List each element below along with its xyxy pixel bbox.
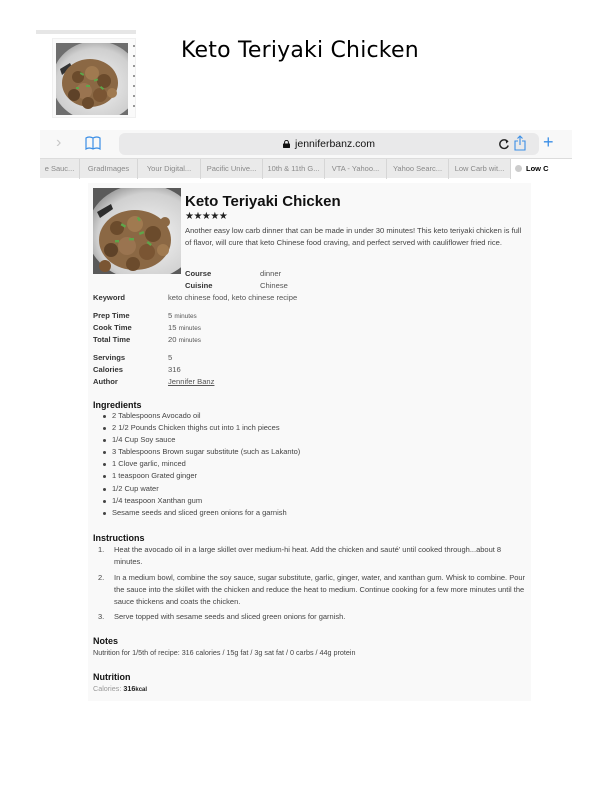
nutrition-calories-value: 316 — [123, 684, 136, 693]
document-title: Keto Teriyaki Chicken — [181, 38, 419, 63]
ingredients-heading: Ingredients — [93, 400, 142, 410]
total-time-value: 20 — [168, 335, 177, 344]
share-icon[interactable] — [514, 135, 526, 151]
top-divider — [36, 30, 136, 34]
tab-label: Pacific Unive... — [206, 164, 257, 173]
ingredient-item: 1/2 Cup water — [101, 483, 300, 495]
step-number: 3. — [98, 612, 105, 622]
step-number: 1. — [98, 545, 105, 554]
prep-time-unit: minutes — [174, 313, 197, 320]
forward-icon[interactable]: › — [56, 134, 62, 151]
instruction-step — [98, 544, 528, 569]
instruction-step — [98, 572, 528, 609]
keyword-value: keto chinese food, keto chinese recipe — [168, 293, 298, 302]
cuisine-value: Chinese — [260, 281, 288, 290]
recipe-thumbnail-card — [52, 38, 136, 118]
ingredients-list — [101, 410, 300, 519]
close-tab-icon[interactable] — [515, 165, 522, 172]
address-bar[interactable] — [119, 133, 539, 155]
nutrition-calories — [93, 684, 147, 693]
keyword-label: Keyword — [93, 293, 126, 302]
browser-window — [40, 130, 572, 178]
recipe-image — [93, 188, 181, 274]
tab[interactable] — [80, 159, 138, 179]
tab-active[interactable] — [511, 159, 572, 179]
servings-value: 5 — [168, 353, 173, 362]
step-text: In a medium bowl, combine the soy sauce, sugar substitute, garlic, ginger, water, and xanthan gum. Whisk to combine. Pour the sauce into the skillet with the chicken and reduce the heat to medium. Continue cooking for a few more minutes until the sauce thickens and coats the chicken. — [114, 572, 526, 607]
cook-time-value: 15 — [168, 323, 177, 332]
author-label: Author — [93, 377, 118, 386]
tab[interactable] — [449, 159, 511, 179]
course-label: Course — [185, 269, 212, 278]
tab-label: Low Carb wit... — [454, 164, 505, 173]
cuisine-label: Cuisine — [185, 281, 213, 290]
notes-heading: Notes — [93, 636, 119, 646]
tab-label: 10th & 11th G... — [267, 164, 320, 173]
course-value: dinner — [260, 269, 282, 278]
tab[interactable] — [138, 159, 201, 179]
url-text: jenniferbanz.com — [295, 138, 375, 150]
step-number: 2. — [98, 572, 105, 582]
tab-bar — [40, 158, 572, 178]
author-link[interactable]: Jennifer Banz — [168, 377, 215, 386]
tab-label: e Sauc... — [44, 164, 75, 173]
instruction-step — [98, 611, 528, 623]
ingredient-item: 2 1/2 Pounds Chicken thighs cut into 1 inch pieces — [101, 422, 300, 434]
ingredient-item: 1/4 Cup Soy sauce — [101, 434, 300, 446]
step-text: Heat the avocado oil in a large skillet over medium-hi heat. Add the chicken and sauté' until cooked through...about 8 minutes. — [114, 545, 502, 567]
ingredient-item: Sesame seeds and sliced green onions for a garnish — [101, 507, 300, 519]
servings-label: Servings — [93, 353, 126, 362]
cook-time-unit: minutes — [178, 325, 201, 332]
tab-label: GradImages — [87, 164, 130, 173]
recipe-card — [88, 183, 531, 701]
tab-label: Yahoo Searc... — [392, 164, 443, 173]
instructions-heading: Instructions — [93, 533, 145, 543]
cropped-text-edge — [133, 45, 136, 111]
tab[interactable] — [201, 159, 263, 179]
tab[interactable] — [263, 159, 325, 179]
recipe-title: Keto Teriyaki Chicken — [185, 193, 341, 210]
ingredient-item: 2 Tablespoons Avocado oil — [101, 410, 300, 422]
tab[interactable] — [325, 159, 387, 179]
ingredient-item: 3 Tablespoons Brown sugar substitute (such as Lakanto) — [101, 446, 300, 458]
bookmarks-icon[interactable] — [85, 136, 101, 150]
tab-label: Your Digital... — [146, 164, 192, 173]
nutrition-heading: Nutrition — [93, 672, 131, 682]
instructions-list — [98, 544, 528, 627]
ingredient-item: 1/4 teaspoon Xanthan gum — [101, 495, 300, 507]
tab[interactable] — [40, 159, 80, 179]
nutrition-calories-unit: kcal — [135, 687, 148, 693]
nutrition-calories-label: Calories: — [93, 684, 122, 693]
lock-icon — [283, 140, 290, 148]
calories-value: 316 — [168, 365, 181, 374]
browser-toolbar — [40, 130, 572, 158]
reload-icon[interactable] — [497, 137, 511, 151]
prep-time-value: 5 — [168, 311, 173, 320]
notes-text: Nutrition for 1/5th of recipe: 316 calories / 15g fat / 3g sat fat / 0 carbs / 44g protein — [93, 648, 356, 657]
tab-label: Low C — [526, 164, 549, 173]
new-tab-icon[interactable]: + — [543, 132, 554, 152]
tab-label: VTA - Yahoo... — [331, 164, 380, 173]
tab[interactable] — [387, 159, 449, 179]
ingredient-item: 1 Clove garlic, minced — [101, 458, 300, 470]
total-time-label: Total Time — [93, 335, 131, 344]
rating-stars[interactable]: ★★★★★ — [185, 211, 228, 222]
total-time-unit: minutes — [178, 337, 201, 344]
recipe-summary: Another easy low carb dinner that can be made in under 30 minutes! This keto teriyaki chicken is full of flavor, will cure that keto Chinese food craving, and perfect served with cauliflower fried rice. — [185, 226, 522, 248]
calories-label: Calories — [93, 365, 123, 374]
recipe-thumbnail-image — [56, 43, 128, 115]
cook-time-label: Cook Time — [93, 323, 132, 332]
ingredient-item: 1 teaspoon Grated ginger — [101, 470, 300, 482]
step-text: Serve topped with sesame seeds and sliced green onions for garnish. — [114, 612, 346, 622]
prep-time-label: Prep Time — [93, 311, 130, 320]
